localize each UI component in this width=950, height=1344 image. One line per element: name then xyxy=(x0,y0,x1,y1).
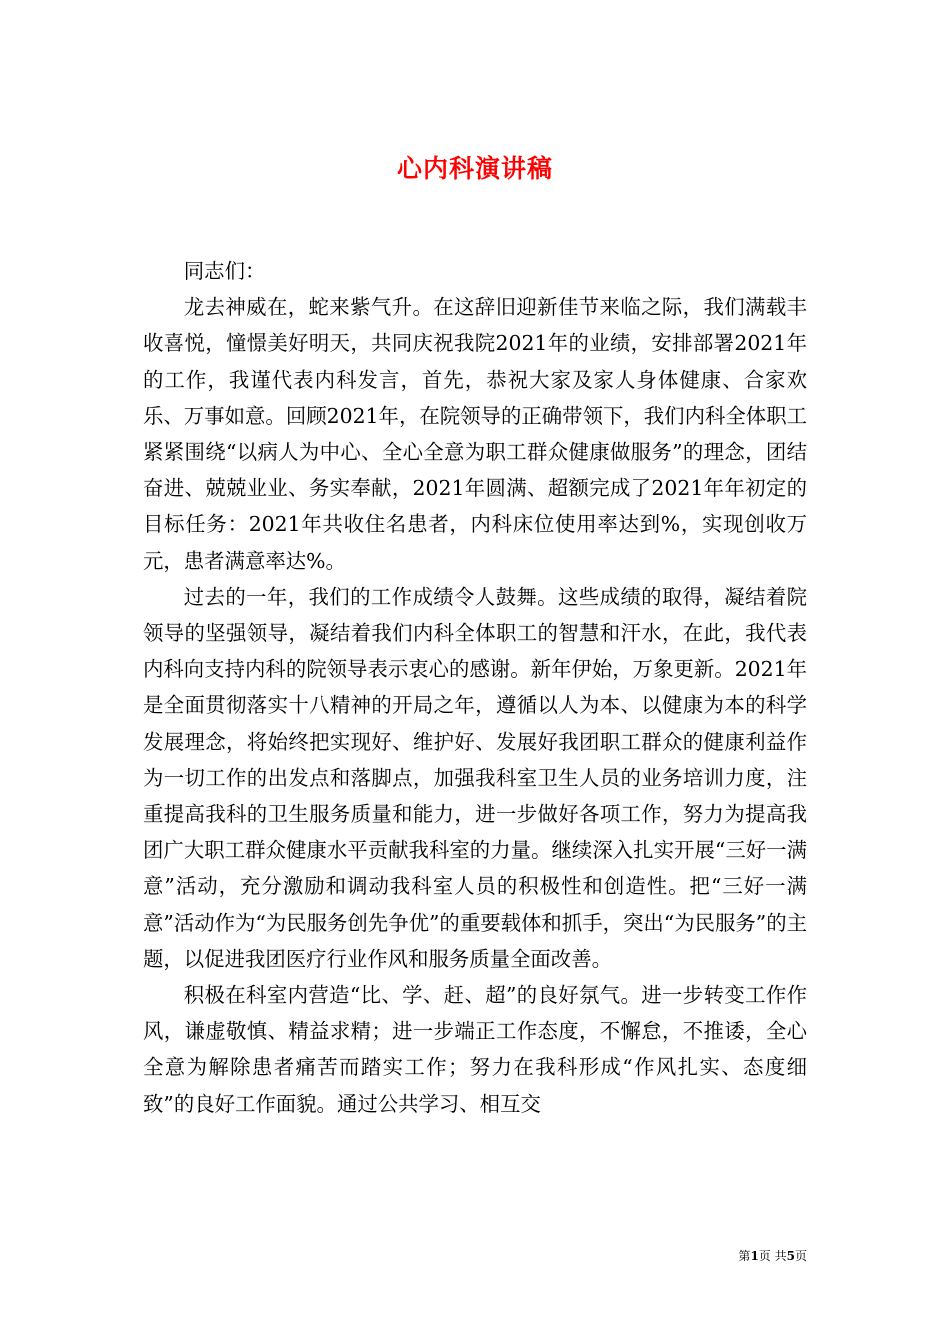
salutation-paragraph: 同志们： xyxy=(183,259,266,283)
document-body xyxy=(143,253,807,1122)
document-title: 心内科演讲稿 xyxy=(396,153,553,183)
footer-middle: 页 共 xyxy=(758,1249,787,1263)
body-paragraph: 积极在科室内营造“比、学、赶、超”的良好氛气。进一步转变工作作风，谦虚敬慎、精益求精；进一步端正工作态度，不懈怠，不推诿，全心全意为解除患者痛苦而踏实工作；努力在我科形成“作风扎实、态度细致”的良好工作面貌。通过公共学习、相互交 xyxy=(143,983,807,1116)
footer-suffix: 页 xyxy=(794,1249,807,1263)
current-page-number: 1 xyxy=(750,1249,759,1263)
body-paragraph: 龙去神威在，蛇来紫气升。在这辞旧迎新佳节来临之际，我们满载丰收喜悦，憧憬美好明天，共同庆祝我院2021年的业绩，安排部署2021年的工作，我谨代表内科发言，首先，恭祝大家及家人身体健康、合家欢乐、万事如意。回顾2021年，在院领导的正确带领下，我们内科全体职工紧紧围绕“以病人为中心、全心全意为职工群众健康做服务”的理念，团结奋进、兢兢业业、务实奉献，2021年圆满、超额完成了2021年年初定的目标任务：2021年共收住名患者，内科床位使用率达到%，实现创收万元，患者满意率达%。 xyxy=(143,295,807,573)
total-page-count: 5 xyxy=(786,1249,795,1263)
body-paragraph: 过去的一年，我们的工作成绩令人鼓舞。这些成绩的取得，凝结着院领导的坚强领导，凝结着我们内科全体职工的智慧和汗水，在此，我代表内科向支持内科的院领导表示衷心的感谢。新年伊始，万象更新。2021年是全面贯彻落实十八精神的开局之年，遵循以人为本、以健康为本的科学发展理念，将始终把实现好、维护好、发展好我团职工群众的健康利益作为一切工作的出发点和落脚点，加强我科室卫生人员的业务培训力度，注重提高我科的卫生服务质量和能力，进一步做好各项工作，努力为提高我团广大职工群众健康水平贡献我科室的力量。继续深入扎实开展“三好一满意”活动，充分激励和调动我科室人员的积极性和创造性。把“三好一满意”活动作为“为民服务创先争优”的重要载体和抓手，突出“为民服务”的主题，以促进我团医疗行业作风和服务质量全面改善。 xyxy=(143,584,807,971)
footer-prefix: 第 xyxy=(738,1249,751,1263)
page-number-footer xyxy=(738,1247,807,1264)
